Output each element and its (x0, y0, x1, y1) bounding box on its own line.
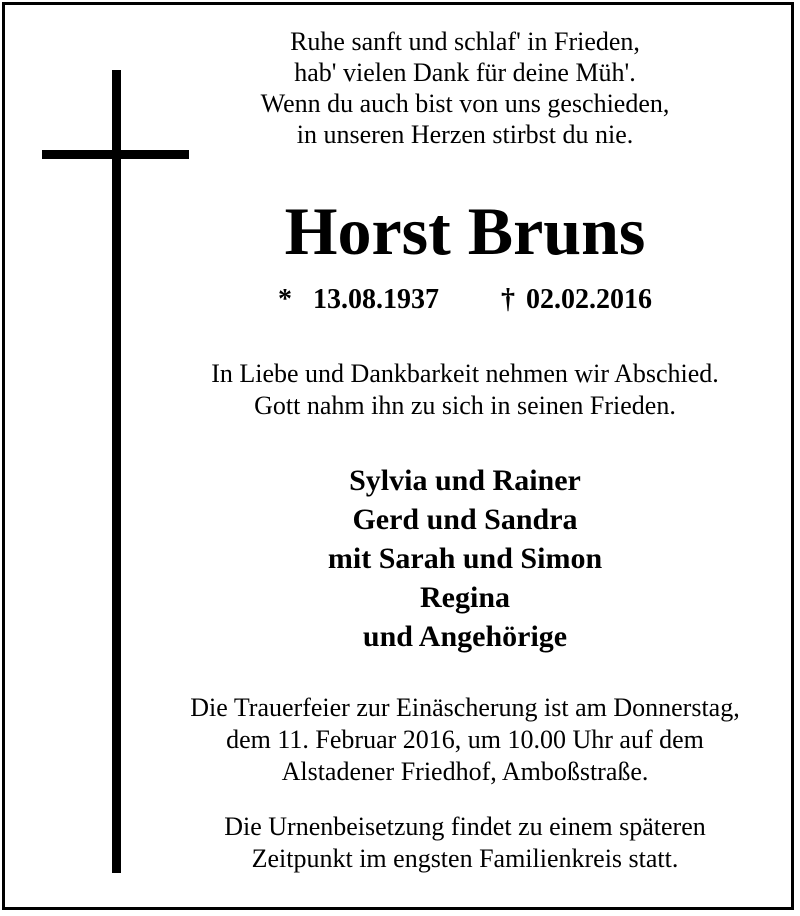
birth-star-icon: * (278, 284, 292, 315)
family-line: Sylvia und Rainer (349, 464, 581, 497)
farewell-text (135, 358, 795, 422)
family-line: mit Sarah und Simon (327, 542, 603, 575)
service-line: Die Trauerfeier zur Einäscherung ist am Donnerstag, (190, 693, 740, 722)
farewell-line: Gott nahm ihn zu sich in seinen Frieden. (254, 391, 676, 420)
memorial-poem (135, 26, 795, 150)
service-line: dem 11. Februar 2016, um 10.00 Uhr auf dem (226, 725, 704, 754)
family-line: Regina (420, 581, 510, 614)
poem-line: hab' vielen Dank für deine Müh'. (294, 58, 636, 87)
family-line: und Angehörige (362, 620, 568, 653)
family-signatures (135, 461, 795, 656)
deceased-name: Horst Bruns (284, 193, 646, 269)
urn-burial-info (135, 811, 795, 875)
service-line: Alstadener Friedhof, Amboßstraße. (281, 757, 649, 786)
poem-line: in unseren Herzen stirbst du nie. (296, 120, 634, 149)
death-dagger-icon: † (501, 284, 515, 315)
burial-line: Die Urnenbeisetzung findet zu einem späteren (224, 812, 706, 841)
birth-date: 13.08.1937 (313, 284, 439, 315)
funeral-service-info (135, 692, 795, 788)
death-date: 02.02.2016 (526, 284, 652, 315)
family-line: Gerd und Sandra (352, 503, 578, 536)
farewell-line: In Liebe und Dankbarkeit nehmen wir Abschied. (211, 359, 719, 388)
poem-line: Ruhe sanft und schlaf' in Frieden, (290, 27, 640, 56)
poem-line: Wenn du auch bist von uns geschieden, (260, 89, 670, 118)
cross-icon-vertical-bar (112, 70, 121, 873)
life-dates (135, 283, 795, 317)
burial-line: Zeitpunkt im engsten Familienkreis statt. (251, 844, 679, 873)
cross-icon-horizontal-bar (42, 150, 189, 159)
